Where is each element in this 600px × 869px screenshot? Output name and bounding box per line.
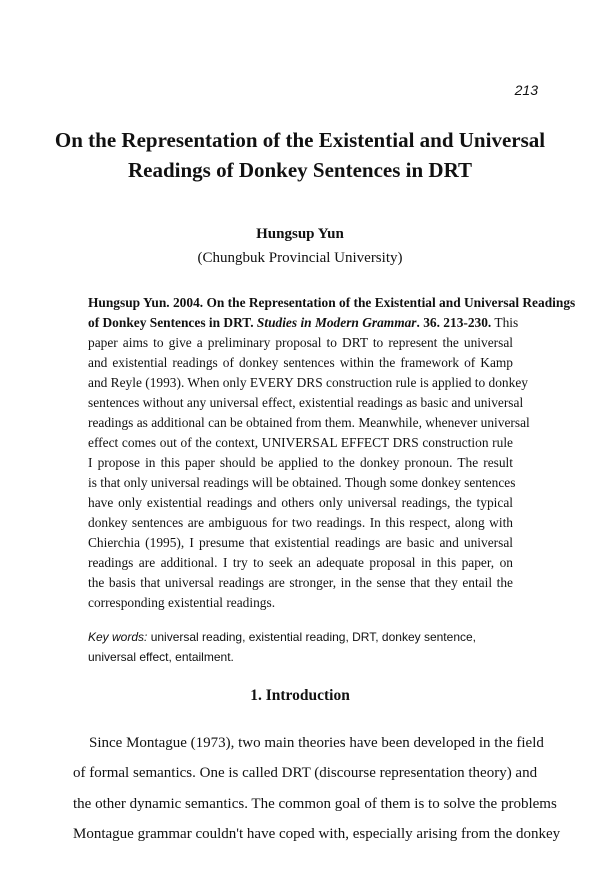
keywords-list-2: universal effect, entailment. [88,650,234,664]
body-line: Montague grammar couldn't have coped with, especially arising from the donkey [73,825,561,842]
body-line: Since Montague (1973), two main theories have been developed in the field [89,735,544,751]
body-text [73,728,561,849]
abstract-line: sentences without any universal effect, existential readings as basic and universal [88,395,524,410]
keywords [88,627,588,667]
abstract-line: and Reyle (1993). When only EVERY DRS construction rule is applied to donkey [88,375,528,390]
abstract-line: effect comes out of the context, UNIVERSAL EFFECT DRS construction rule [88,435,513,450]
citation-volume: . 36. 213-230. [416,315,492,330]
title-line-1: On the Representation of the Existential and Universal [54,128,546,152]
abstract-text-start: This [491,315,519,330]
abstract [88,293,576,613]
abstract-citation-line-2 [88,313,519,333]
abstract-line: I propose in this paper should be applied to the donkey pronoun. The result [88,455,513,470]
keywords-label: Key words: [88,630,148,644]
abstract-line: donkey sentences are ambiguous for two readings. In this respect, along with [88,515,513,530]
abstract-line: the basis that universal readings are stronger, in the sense that they entail the [88,575,513,590]
abstract-line: and existential readings of donkey sentences within the framework of Kamp [88,355,513,370]
abstract-citation-line: Hungsup Yun. 2004. On the Representation of the Existential and Universal Readings [88,295,576,310]
abstract-line: readings as additional can be obtained from them. Meanwhile, whenever universal [88,415,530,430]
journal-name: Studies in Modern Grammar [256,315,417,330]
author: Hungsup Yun [256,226,344,242]
abstract-line: is that only universal readings will be obtained. Though some donkey sentences [88,475,516,490]
abstract-line: corresponding existential readings. [88,595,276,610]
affiliation: (Chungbuk Provincial University) [197,250,403,266]
title-line-2: Readings of Donkey Sentences in DRT [127,158,473,182]
body-line: the other dynamic semantics. The common goal of them is to solve the problems [73,795,557,812]
abstract-line: Chierchia (1995), I presume that existential readings are basic and universal [88,535,513,550]
page-number: 213 [514,82,538,98]
abstract-line: have only existential readings and others only universal readings, the typical [88,495,513,510]
abstract-line: paper aims to give a preliminary proposal to DRT to represent the universal [88,335,513,350]
section-heading: 1. Introduction [250,687,350,704]
citation-title: of Donkey Sentences in DRT. [88,315,257,330]
abstract-body [88,333,530,613]
body-line: of formal semantics. One is called DRT (discourse representation theory) and [73,765,538,782]
keywords-list: universal reading, existential reading, DRT, donkey sentence, [147,630,476,644]
abstract-line: readings are additional. I try to seek an adequate proposal in this paper, on [88,555,513,570]
